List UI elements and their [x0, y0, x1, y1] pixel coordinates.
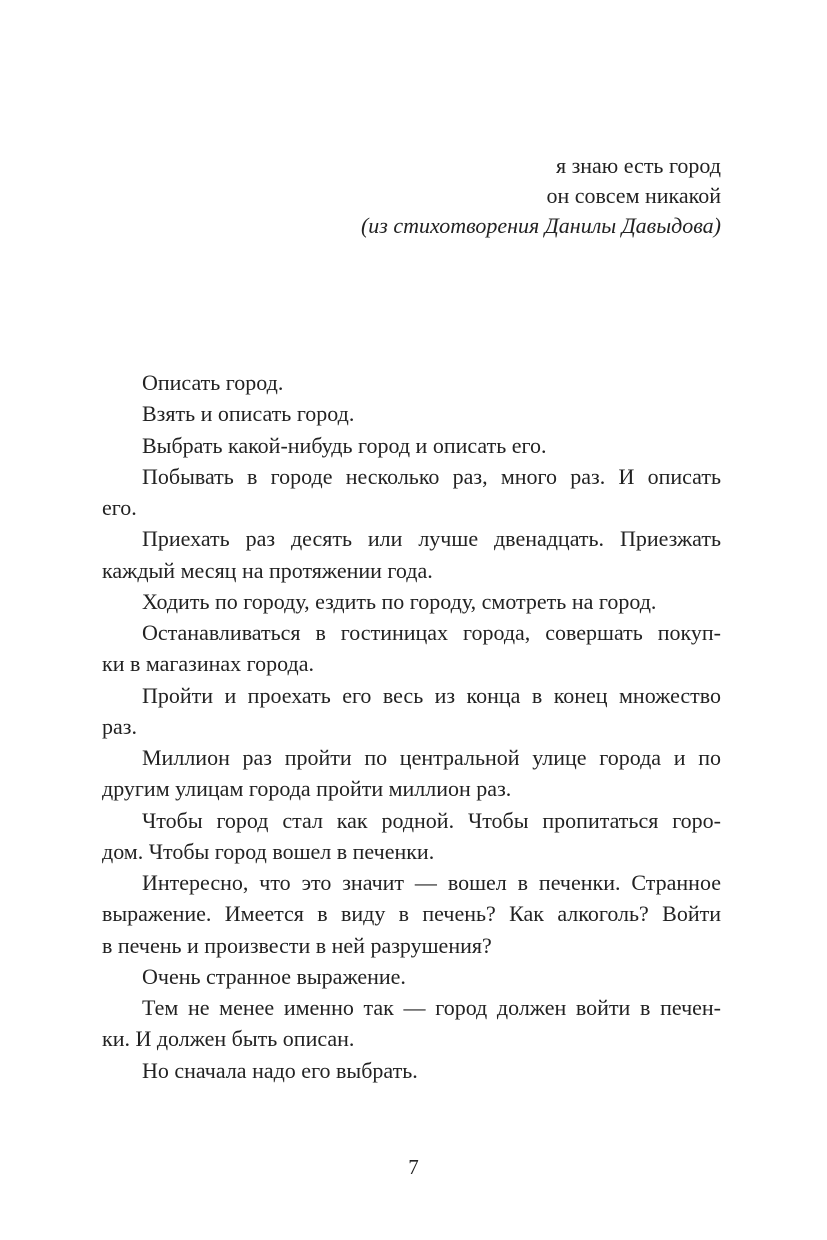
text-line: Пройти и проехать его весь из конца в конец множество [142, 682, 721, 708]
paragraph [102, 992, 721, 1055]
text-line: Приехать раз десять или лучше двенадцать. Приезжать [142, 526, 721, 552]
paragraph [102, 617, 721, 680]
text-line: Ходить по городу, ездить по городу, смотреть на город. [142, 588, 657, 614]
body-text [102, 367, 721, 1086]
text-line: Очень странное выражение. [142, 963, 406, 989]
text-line: Миллион раз пройти по центральной улице города и по [142, 745, 721, 770]
page-number: 7 [408, 1155, 419, 1179]
epigraph-line: он совсем никакой [546, 183, 721, 208]
text-line: Выбрать какой-нибудь город и описать его. [142, 432, 547, 458]
text-line: раз. [102, 713, 137, 739]
paragraph [102, 523, 721, 586]
epigraph [201, 151, 721, 241]
epigraph-lines [201, 151, 721, 211]
paragraph [102, 367, 721, 398]
text-line: Интересно, что это значит — вошел в печенки. Странное [142, 870, 721, 895]
paragraph [102, 398, 721, 429]
text-line: Чтобы город стал как родной. Чтобы пропитаться горо- [142, 807, 721, 833]
paragraph [102, 1055, 721, 1086]
text-line: другим улицам города пройти миллион раз. [102, 776, 512, 802]
text-line: выражение. Имеется в виду в печень? Как алкоголь? Войти [102, 901, 721, 927]
text-line: Но сначала надо его выбрать. [142, 1057, 418, 1083]
paragraph [102, 461, 721, 524]
paragraph [102, 961, 721, 992]
text-line: Останавливаться в гостиницах города, совершать покуп- [142, 620, 721, 645]
text-line: каждый месяц на протяжении года. [102, 557, 433, 583]
text-line: в печень и произвести в ней разрушения? [102, 932, 492, 958]
paragraph [102, 867, 721, 961]
text-line: Описать город. [142, 370, 284, 395]
text-line: его. [102, 495, 137, 520]
text-line: ки в магазинах города. [102, 651, 314, 677]
epigraph-line: я знаю есть город [555, 153, 721, 178]
text-line: Тем не менее именно так — город должен войти в печен- [142, 995, 721, 1020]
text-line: ки. И должен быть описан. [102, 1026, 355, 1052]
text-line: дом. Чтобы город вошел в печенки. [102, 838, 435, 864]
epigraph-attribution: (из стихотворения Данилы Давыдова) [360, 213, 721, 238]
paragraph [102, 430, 721, 461]
paragraph [102, 805, 721, 868]
text-line: Побывать в городе несколько раз, много раз. И описать [142, 463, 721, 489]
paragraph [102, 586, 721, 617]
paragraph [102, 680, 721, 743]
paragraph [102, 742, 721, 805]
text-line: Взять и описать город. [142, 401, 355, 427]
